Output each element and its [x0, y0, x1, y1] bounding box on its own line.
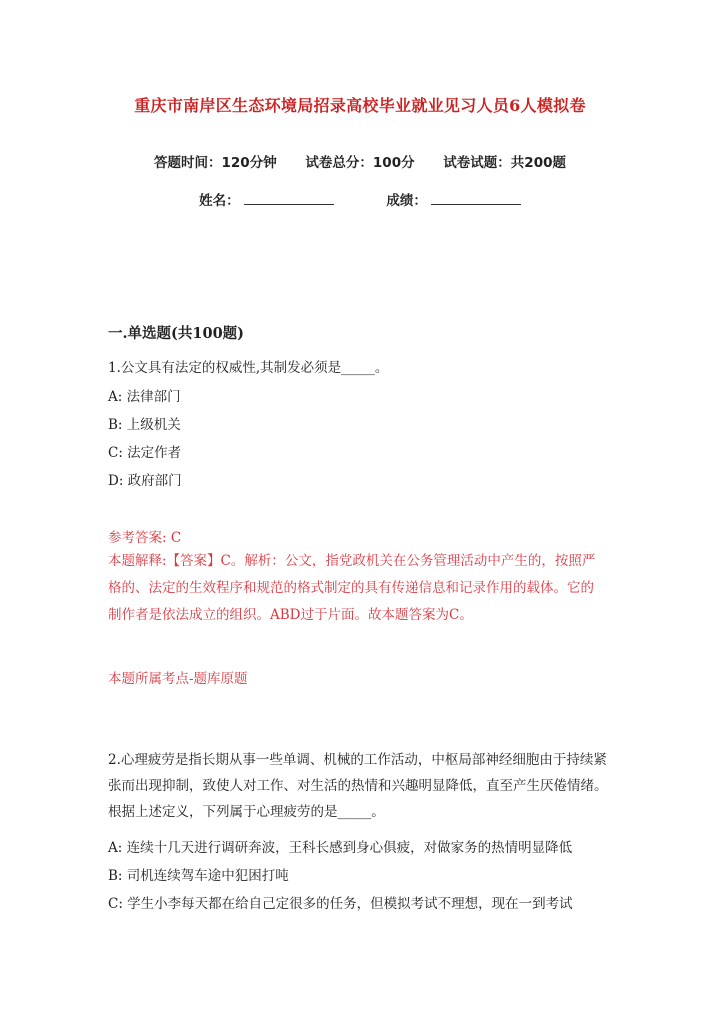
q1-source: 本题所属考点-题库原题 — [108, 671, 248, 687]
q1-explanation: 本题解释:【答案】C。解析：公文，指党政机关在公务管理活动中产生的，按照严格的、法定的生效程序和规范的格式制定的具有传递信息和记录作用的载体。它的制作者是依法成立的组织。ABD过于片面。故本题答案为C。 — [108, 553, 596, 623]
q2-option-a: A: 连续十几天进行调研奔波，王科长感到身心俱疲，对做家务的热情明显降低 — [108, 840, 573, 856]
q2-option-b: B: 司机连续驾车途中犯困打吨 — [108, 868, 289, 884]
q1-stem: 1.公文具有法定的权威性,其制发必须是_____。 — [108, 360, 389, 376]
exam-time: 答题时间：120分钟 — [154, 155, 277, 171]
q1-option-d: D: 政府部门 — [108, 473, 182, 489]
q2-option-c: C: 学生小李每天都在给自己定很多的任务，但模拟考试不理想，现在一到考试 — [108, 896, 573, 912]
q1-option-a: A: 法律部门 — [108, 389, 181, 405]
score-blank — [431, 192, 521, 205]
score-field — [386, 189, 521, 209]
name-field — [199, 189, 334, 209]
exam-total-score: 试卷总分：100分 — [305, 155, 415, 171]
q1-option-b: B: 上级机关 — [108, 417, 181, 433]
name-label: 姓名： — [199, 193, 240, 209]
name-blank — [244, 192, 334, 205]
q1-answer: 参考答案: C — [108, 530, 182, 546]
exam-question-count: 试卷试题：共200题 — [443, 155, 566, 171]
exam-title: 重庆市南岸区生态环境局招录高校毕业就业见习人员6人模拟卷 — [134, 96, 586, 115]
exam-meta — [0, 151, 720, 171]
q2-stem: 2.心理疲劳是指长期从事一些单调、机械的工作活动，中枢局部神经细胞由于持续紧张而出现抑制，致使人对工作、对生活的热情和兴趣明显降低，直至产生厌倦情绪。根据上述定义，下列属于心理疲劳的是_____。 — [108, 752, 608, 820]
q1-option-c: C: 法定作者 — [108, 445, 182, 461]
score-label: 成绩： — [386, 193, 427, 209]
candidate-fields — [0, 189, 720, 209]
section-title: 一.单选题(共100题) — [108, 325, 245, 342]
